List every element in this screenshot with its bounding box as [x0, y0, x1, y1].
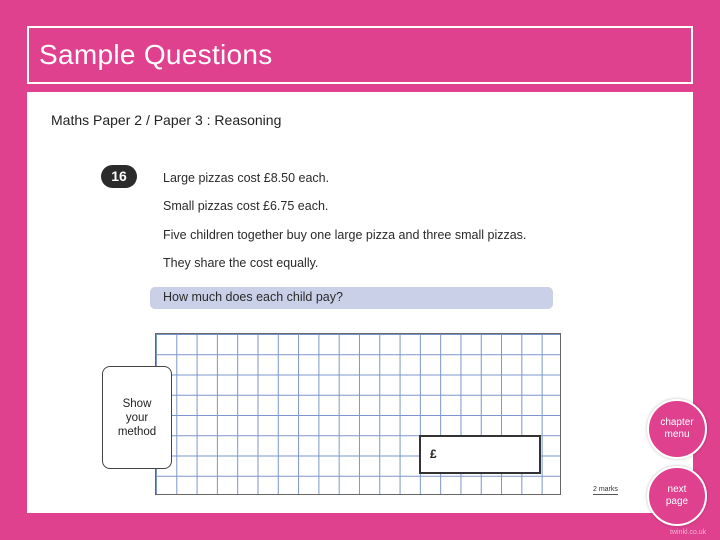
method-label-line-3: method	[117, 426, 157, 438]
question-line-2: Small pizzas cost £6.75 each.	[163, 199, 329, 213]
page-title: Sample Questions	[39, 39, 273, 70]
show-method-label-box	[102, 366, 172, 469]
question-line-4: They share the cost equally.	[163, 256, 319, 270]
chapter-menu-label: chapter menu	[660, 417, 694, 440]
question-panel	[27, 92, 693, 513]
next-page-label: next page	[665, 484, 689, 507]
footer-site: twinkl.co.uk	[670, 529, 707, 536]
method-label-line-2: your	[125, 412, 149, 424]
question-line-3: Five children together buy one large pizza and three small pizzas.	[163, 228, 527, 242]
question-number-badge: 16	[101, 165, 137, 188]
question-prompt: How much does each child pay?	[163, 290, 343, 304]
marks-label: 2 marks	[593, 486, 618, 493]
question-line-1: Large pizzas cost £8.50 each.	[163, 171, 330, 185]
answer-box[interactable]	[419, 435, 541, 474]
pound-sign: £	[430, 447, 437, 461]
title-bar	[27, 26, 693, 84]
paper-subtitle: Maths Paper 2 / Paper 3 : Reasoning	[51, 112, 282, 128]
next-page-button[interactable]	[647, 466, 707, 526]
chapter-menu-button[interactable]	[647, 399, 707, 459]
question-prompt-highlight	[150, 287, 553, 309]
method-label-line-1: Show	[122, 398, 152, 410]
